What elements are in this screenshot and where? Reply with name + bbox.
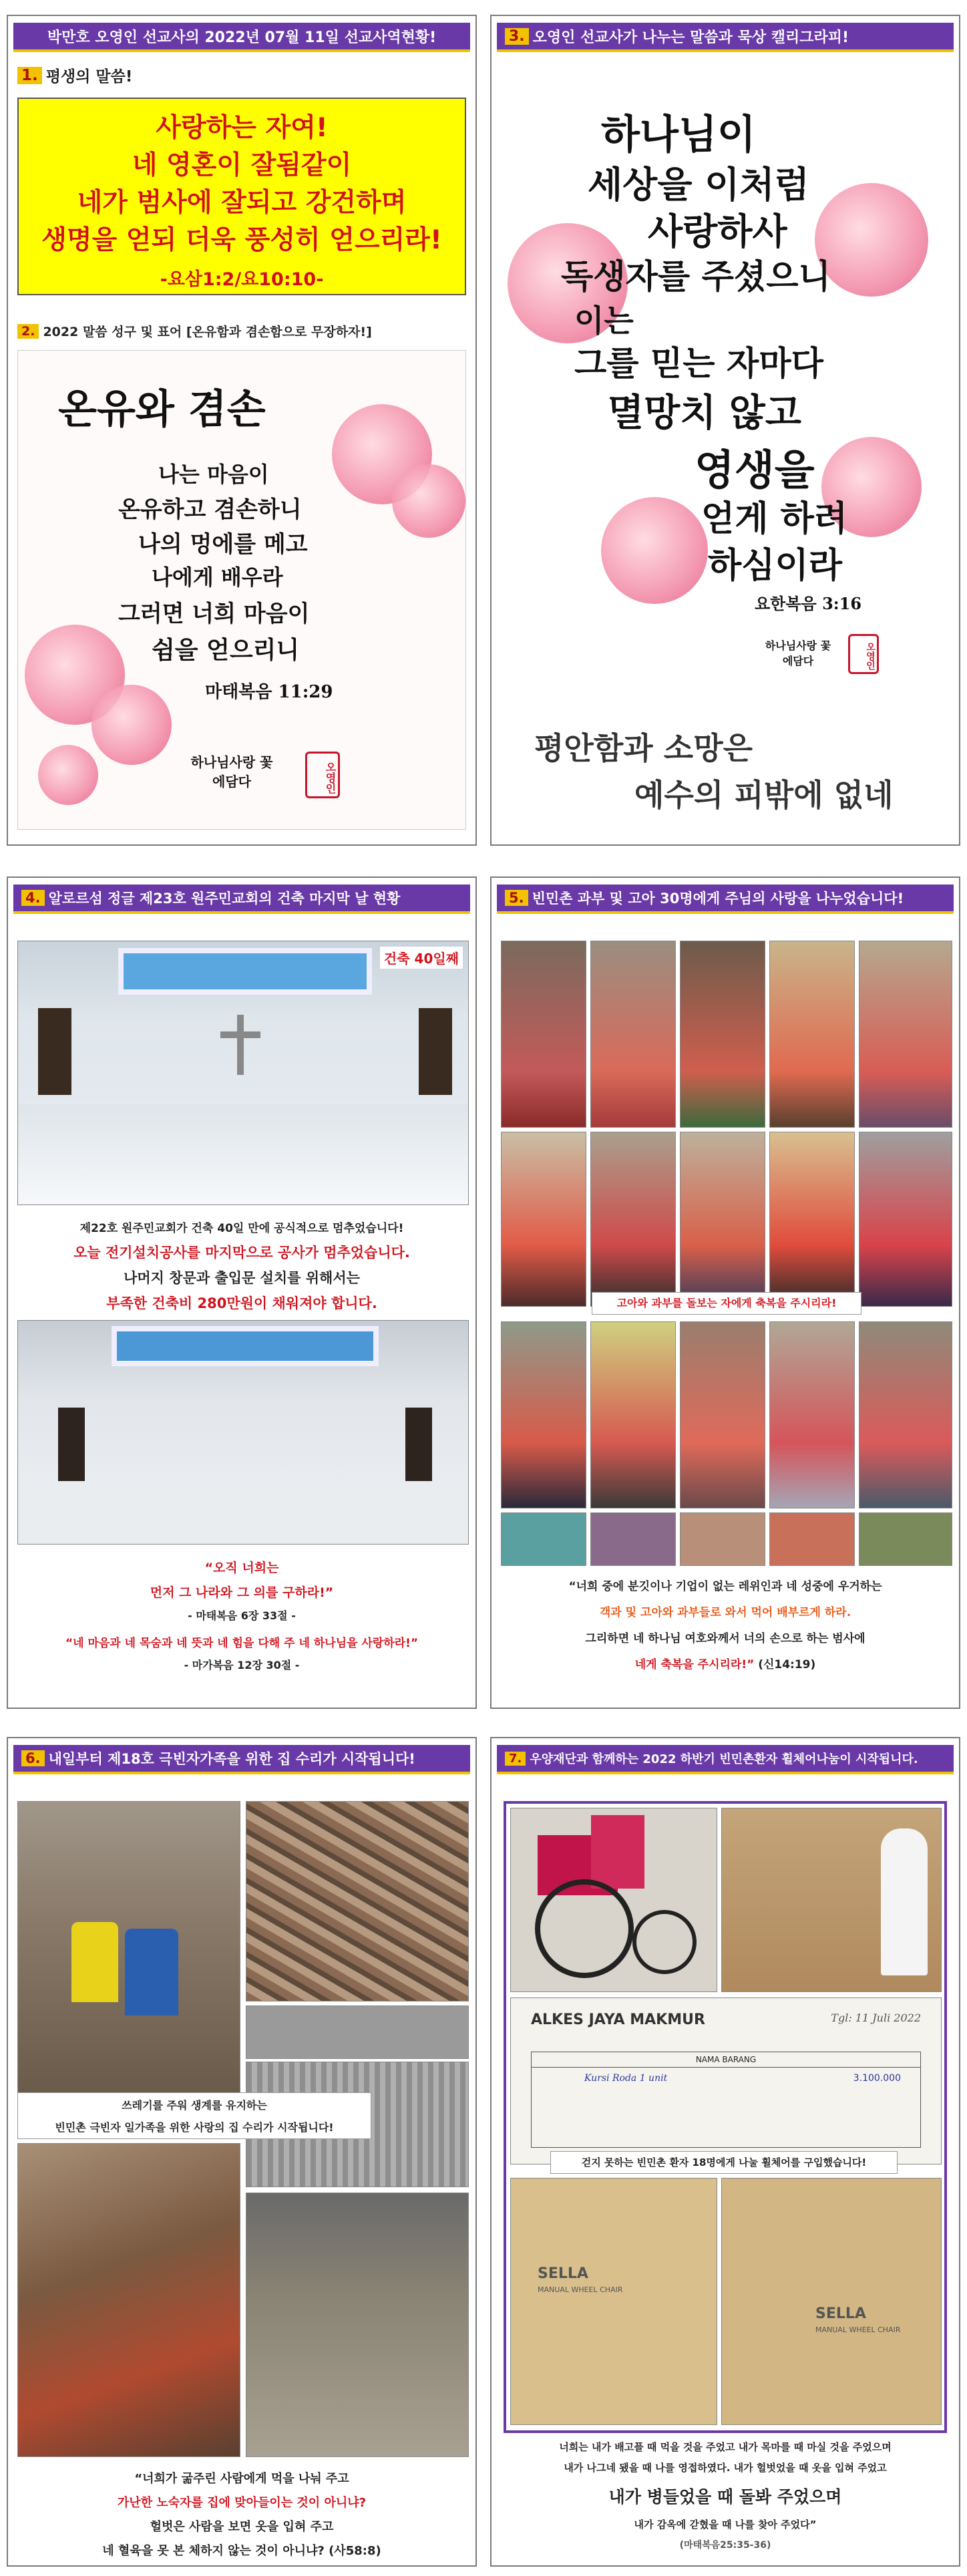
section-2-header [17, 322, 466, 340]
scripture-line-1: “너희가 굶주린 사람에게 먹을 나눠 주고 [134, 2472, 349, 2486]
status-line-3: 나머지 창문과 출입문 설치를 위해서는 [124, 1270, 360, 1286]
scripture-line-2: 내가 나그네 됐을 때 나를 영접하였다. 내가 헐벗었을 때 옷을 입혀 주었고 [564, 2462, 887, 2474]
collapsed-house-photo [17, 2143, 240, 2457]
seal-stamp: 오영인 [305, 752, 340, 798]
recipient-photo [590, 941, 676, 1128]
recipient-photo [590, 1132, 676, 1307]
calligraphy-reference: 마태복음 11:29 [205, 682, 333, 702]
scripture-line-1: “너희 중에 분깃이나 기업이 없는 레위인과 네 성중에 우거하는 [568, 1580, 882, 1593]
scripture-reference: (신14:19) [758, 1658, 816, 1671]
calligraphy-line-6: 쉼을 얻으리니 [152, 636, 300, 664]
calligraphy-line-7: 멸망치 않고 [608, 391, 801, 435]
window [58, 1408, 85, 1481]
calligraphy-title: 온유와 겸손 [58, 386, 266, 433]
photo-caption: 걷지 못하는 빈민촌 환자 18명에게 나눌 휠체어를 구입했습니다! [550, 2151, 898, 2174]
ceiling-light-panel [118, 948, 372, 995]
verse-reference: -요삼1:2/요10:10- [160, 269, 324, 290]
recipient-photo [859, 1512, 952, 1566]
wheelchair-box-photo-2 [721, 2178, 942, 2425]
scripture-block [501, 1571, 950, 1671]
scripture-reference-1: - 마태복음 6장 33절 - [188, 1609, 296, 1622]
person-yellow-shirt [71, 1922, 118, 2002]
calligraphy-line-4: 나에게 배우라 [152, 565, 283, 590]
status-line-1: 제22호 원주민교회가 건축 40일 만에 공식적으로 멈추었습니다! [79, 1222, 404, 1235]
receipt-photo [510, 1997, 942, 2164]
panel-5-title [497, 884, 954, 914]
scripture-reference: (사58:8) [329, 2544, 381, 2558]
verse-line-3: 네가 범사에 잘되고 강건하며 [77, 188, 407, 218]
person-blue-shirt [125, 1929, 178, 2016]
scripture-reference: (마태복음25:35-36) [679, 2540, 771, 2551]
bottom-line-1: 평안함과 소망은 [534, 730, 753, 766]
scripture-line-3: “네 마음과 네 목숨과 네 뜻과 네 힘을 다해 주 네 하나님을 사랑하라!” [65, 1637, 419, 1650]
panel-4-title [13, 884, 470, 914]
scripture-line-4: 내가 감옥에 갇혔을 때 나를 찾아 주었다” [634, 2519, 817, 2531]
scripture-line-4: 네게 축복을 주시리라!” [634, 1658, 755, 1671]
panel-6 [7, 1737, 477, 2567]
calligraphy-line-8: 영생을 [695, 446, 815, 494]
calligraphy-line-9: 얻게 하려 [701, 498, 848, 539]
scripture-line-3: 그리하면 네 하나님 여호와께서 너의 손으로 하는 범사에 [585, 1632, 865, 1645]
wheelchair-photo [510, 1808, 717, 1992]
church-interior-photo-2 [17, 1320, 469, 1545]
panel-6-number: 6. [21, 1750, 45, 1766]
box-subtitle: MANUAL WHEEL CHAIR [815, 2325, 901, 2334]
recipient-photo [680, 1512, 765, 1566]
scripture-reference-2: - 마가복음 12장 30절 - [184, 1659, 300, 1671]
receipt-company: ALKES JAYA MAKMUR [531, 2011, 705, 2028]
recipient-photo [590, 1512, 676, 1566]
calligraphy-line-3: 나의 멍에를 메고 [138, 531, 308, 558]
cross-icon [220, 1031, 260, 1038]
verse-line-1: 사랑하는 자여! [156, 113, 328, 143]
scripture-line-1: “오직 너희는 [204, 1561, 279, 1575]
calligraphy-line-5: 그러면 너희 마음이 [118, 601, 310, 627]
calligraphy-line-2: 세상을 이처럼 [588, 163, 809, 206]
recipient-photo [769, 1321, 855, 1508]
rubble-photo [246, 1801, 469, 2001]
construction-day-badge: 건축 40일째 [380, 947, 463, 969]
scripture-line-2: 가난한 노숙자를 집에 맞아들이는 것이 아니냐? [117, 2496, 367, 2510]
scripture-line-3: 내가 병들었을 때 돌봐 주었으며 [608, 2487, 842, 2507]
calligraphy-reference: 요한복음 3:16 [755, 594, 862, 613]
bottom-line-2: 예수의 피밖에 없네 [634, 777, 894, 813]
floor [18, 1484, 468, 1544]
calligraphy-line-3: 사랑하사 [648, 210, 787, 253]
recipient-photo [680, 1321, 765, 1508]
calligraphy-card-2 [501, 63, 950, 831]
calligraphy-line-2: 온유하고 겸손하니 [118, 496, 302, 523]
panel-7-title-text: 우양재단과 함께하는 2022 하반기 빈민촌환자 휠체어나눔이 시작됩니다. [530, 1752, 918, 1766]
scripture-block [501, 2437, 950, 2551]
ceiling-light-panel [112, 1326, 379, 1366]
window [38, 1008, 71, 1095]
receipt-total: 3.100.000 [853, 2073, 901, 2084]
recipient-photo [501, 1321, 586, 1508]
receipt-item: Kursi Roda 1 unit [584, 2073, 668, 2084]
scripture-block [17, 1553, 466, 1672]
calligraphy-line-5: 이는 [574, 303, 634, 339]
seal-stamp: 오영인 [848, 634, 879, 674]
panel-5-number: 5. [505, 890, 528, 906]
panel-4-number: 4. [21, 890, 45, 906]
scripture-line-4: 네 혈육을 못 본 체하지 않는 것이 아니냐? [102, 2544, 325, 2558]
panel-7-title [497, 1745, 954, 1774]
scripture-line-2: 먼저 그 나라와 그 의를 구하라!” [150, 1585, 334, 1600]
recipient-photo [501, 1132, 586, 1307]
damaged-wall-photo [246, 2193, 469, 2457]
panel-5 [490, 876, 960, 1709]
scripture-line-2: 객과 및 고아와 과부들로 와서 먹어 배부르게 하라. [599, 1606, 851, 1619]
section-1-header [17, 64, 466, 86]
recipient-photo [680, 941, 765, 1128]
calligraphy-line-10: 하심이라 [708, 545, 842, 586]
panel-4 [7, 876, 477, 1709]
recipient-photo [590, 1321, 676, 1508]
scripture-line-3: 헐벗은 사람을 보면 옷을 입혀 주고 [150, 2520, 334, 2534]
recipient-photo [859, 1321, 952, 1508]
section-1-label: 평생의 말씀! [45, 68, 133, 86]
scripture-line-1: 너희는 내가 배고플 때 먹을 것을 주었고 내가 목마를 때 마실 것을 주었으며 [559, 2441, 892, 2453]
receipt-date: Tgl: 11 Juli 2022 [831, 2011, 921, 2024]
signature: 하나님사랑 꽃에담다 [765, 639, 831, 667]
cross-icon [237, 1015, 244, 1075]
status-line-2: 오늘 전기설치공사를 마지막으로 공사가 멈추었습니다. [73, 1245, 410, 1261]
status-text-block [17, 1209, 466, 1309]
church-interior-photo [17, 941, 469, 1205]
panel-7 [490, 1737, 960, 2567]
panel-5-title-text: 빈민촌 과부 및 고아 30명에게 주님의 사랑을 나누었습니다! [532, 891, 904, 907]
wheelchair-icon [511, 1808, 718, 1993]
recipient-photo [859, 941, 952, 1128]
panel-4-title-text: 알로르섬 정글 제23호 원주민교회의 건축 마지막 날 현황 [48, 891, 401, 907]
verse-box [17, 98, 466, 295]
recipient-photo [501, 1512, 586, 1566]
family-house-photo [17, 1801, 240, 2095]
wheelchair-frame [504, 1801, 947, 2433]
section-1-number: 1. [17, 67, 42, 84]
carnation-icon [601, 497, 708, 604]
panel-3-title-text: 오영인 선교사가 나누는 말씀과 묵상 캘리그라피! [532, 29, 849, 46]
panel-7-number: 7. [505, 1752, 526, 1766]
calligraphy-line-1: 나는 마음이 [158, 462, 269, 487]
calligraphy-line-1: 하나님이 [601, 112, 756, 158]
section-2-number: 2. [17, 324, 39, 339]
recipient-photo [501, 941, 586, 1128]
flower-decoration [392, 464, 465, 538]
flower-decoration [38, 745, 98, 805]
recipient-photo [769, 941, 855, 1128]
signature: 하나님사랑 꽃에담다 [190, 754, 273, 790]
panel-1 [7, 15, 477, 846]
boxes-photo [721, 1808, 942, 1992]
floor [18, 1104, 468, 1204]
photo-caption [17, 2092, 371, 2139]
window [419, 1008, 452, 1095]
section-2-label: 2022 말씀 성구 및 표어 [온유함과 겸손함으로 무장하자!] [43, 325, 372, 339]
calligraphy-line-4: 독생자를 주셨으니 [561, 257, 831, 296]
panel-1-title: 박만호 오영인 선교사의 2022년 07월 11일 선교사역현황! [13, 23, 470, 52]
box-brand: SELLA [815, 2305, 866, 2322]
calligraphy-card-1 [17, 350, 466, 830]
recipient-photo [769, 1512, 855, 1566]
scripture-block [17, 2465, 466, 2559]
panel-3-number: 3. [505, 28, 529, 45]
recipient-photo [769, 1132, 855, 1307]
photo-caption: 고아와 과부를 돌보는 자에게 축복을 주시리라! [592, 1292, 861, 1315]
recipient-photo [680, 1132, 765, 1307]
calligraphy-line-6: 그를 믿는 자마다 [574, 343, 823, 383]
panel-6-title [13, 1745, 470, 1774]
status-line-4: 부족한 건축비 280만원이 채워져야 합니다. [106, 1295, 377, 1311]
panel-3-title [497, 23, 954, 52]
panel-6-title-text: 내일부터 제18호 극빈자가족을 위한 집 수리가 시작됩니다! [48, 1751, 415, 1767]
verse-line-2: 네 영혼이 잘됨같이 [132, 150, 352, 180]
recipient-photo [859, 1132, 952, 1307]
flower-decoration [91, 685, 172, 765]
window [405, 1408, 432, 1481]
carnation-icon [815, 183, 928, 297]
photo-caption-line-1: 쓰레기를 주워 생계를 유지하는 [122, 2099, 267, 2112]
verse-line-4: 생명을 얻되 더욱 풍성히 얻으리라! [41, 225, 442, 255]
panel-3 [490, 15, 960, 846]
box-subtitle: MANUAL WHEEL CHAIR [538, 2285, 623, 2294]
white-figure [881, 1828, 928, 1975]
photo-caption-line-2: 빈민촌 극빈자 일가족을 위한 사랑의 집 수리가 시작됩니다! [55, 2121, 334, 2134]
box-brand: SELLA [538, 2265, 588, 2282]
roof-photo [246, 2005, 469, 2059]
receipt-header: NAMA BARANG [531, 2052, 921, 2068]
wheelchair-box-photo [510, 2178, 717, 2425]
